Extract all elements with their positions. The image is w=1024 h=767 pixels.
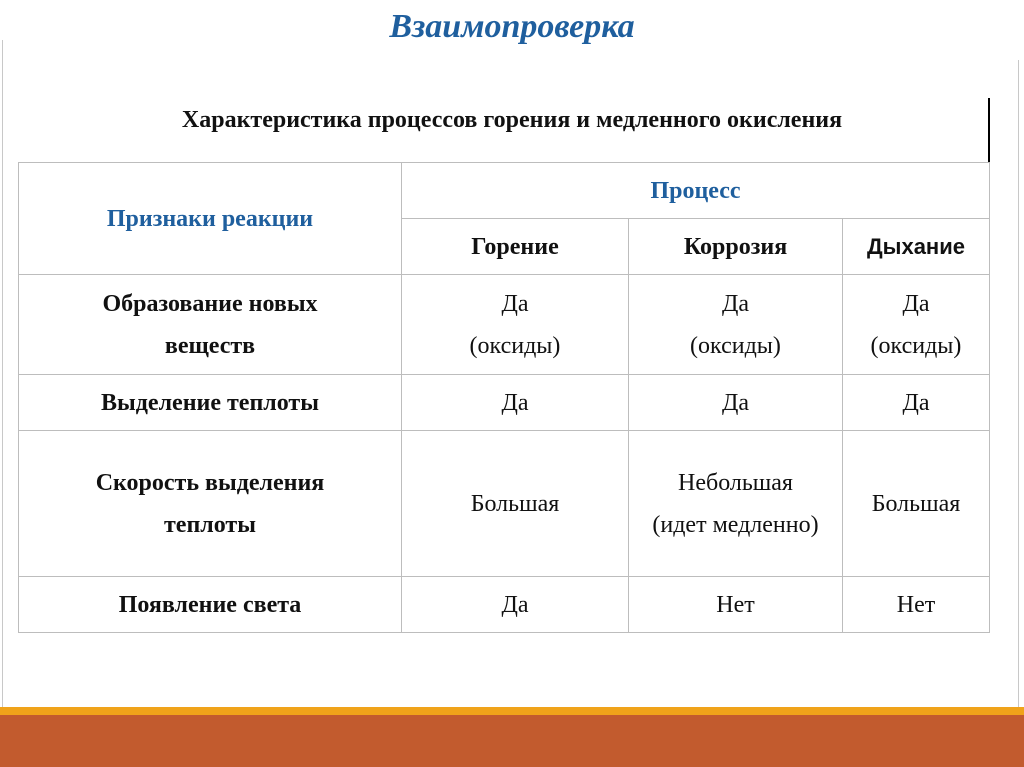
column-header-combustion: Горение [402,219,629,275]
slide-frame-right [1018,60,1019,708]
row-label: Скорость выделения теплоты [19,431,402,577]
footer-band-red [0,715,1024,767]
row-label: Выделение теплоты [19,375,402,431]
slide-frame-left [2,40,3,708]
table-row [19,577,990,633]
table-cell: Небольшая (идет медленно) [629,431,843,577]
table-caption: Характеристика процессов горения и медленного окисления [181,107,843,133]
footer-band-orange [0,707,1024,715]
characteristics-table [18,162,990,633]
table-row [19,431,990,577]
corner-header: Признаки реакции [19,163,402,275]
table-cell: Да (оксиды) [629,275,843,375]
table-cell: Большая [843,431,990,577]
table-row [19,375,990,431]
table-cell: Да (оксиды) [843,275,990,375]
column-header-respiration: Дыхание [843,219,990,275]
table-cell: Да (оксиды) [402,275,629,375]
table-cell: Большая [402,431,629,577]
column-header-corrosion: Коррозия [629,219,843,275]
table-row [19,275,990,375]
table-cell: Да [402,375,629,431]
table-cell: Нет [629,577,843,633]
row-label: Появление света [19,577,402,633]
slide-title: Взаимопроверка [389,8,635,45]
group-header-process: Процесс [402,163,990,219]
table-cell: Да [843,375,990,431]
table-cell: Да [629,375,843,431]
header-row-group [19,163,990,219]
row-label: Образование новых веществ [19,275,402,375]
table-cell: Нет [843,577,990,633]
table-cell: Да [402,577,629,633]
